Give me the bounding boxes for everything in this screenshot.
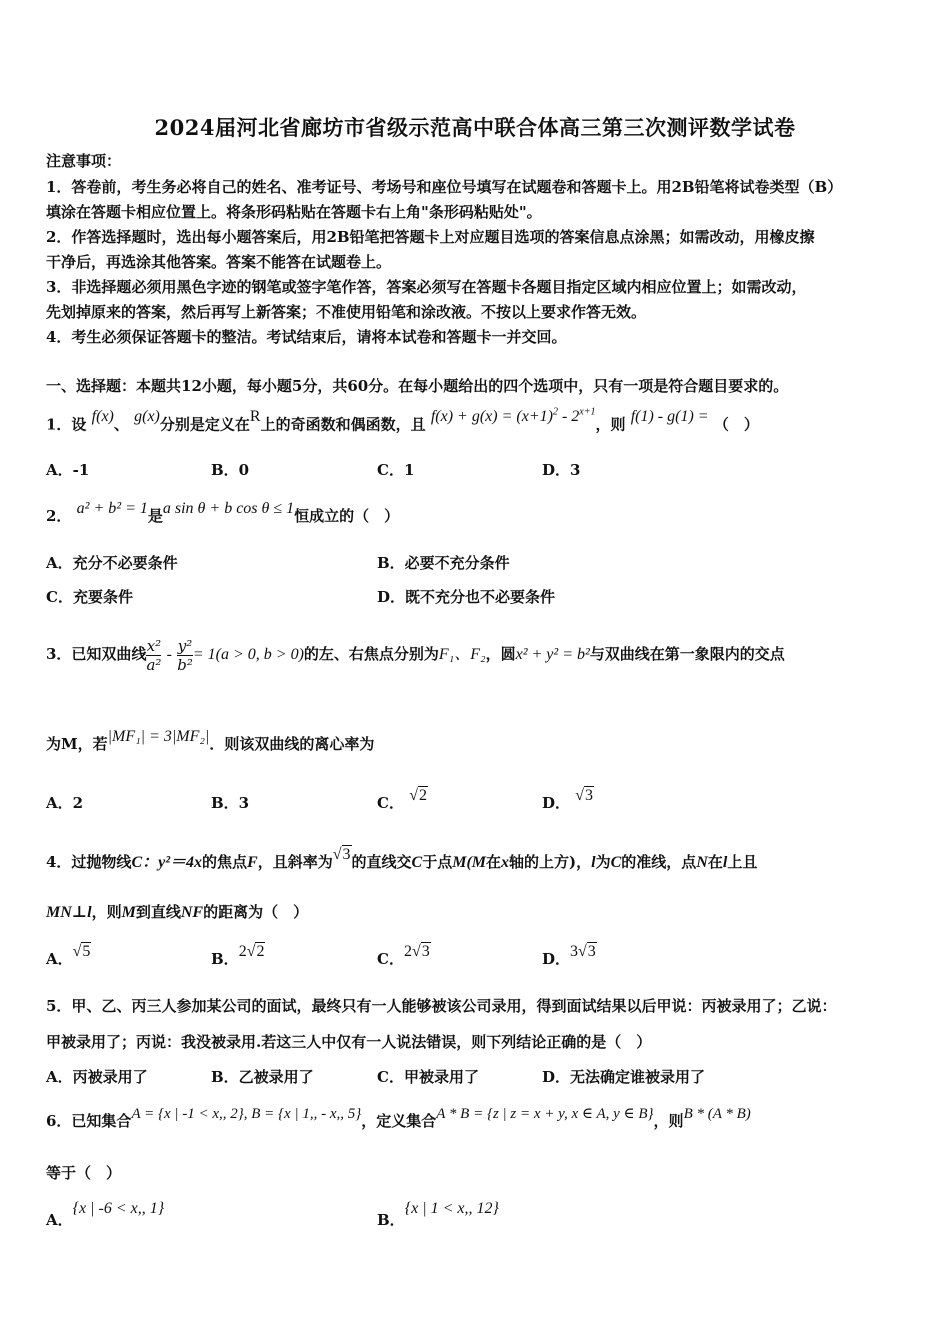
q3-option-d[interactable]: D． √3 [542,787,594,812]
math-relation: |MF₁| = 3|MF₂| [107,728,210,745]
math-condition: a² + b² = 1 [76,500,148,517]
notice-line: 1．答卷前，考生务必将自己的姓名、准考证号、考场号和座位号填写在试题卷和答题卡上。用2B铅笔将试卷类型（B） [46,178,843,196]
q2-option-a[interactable]: A．充分不必要条件 [46,554,178,572]
notice-line: 3．非选择题必须用黑色字迹的钢笔或签字笔作答，答案必须写在答题卡各题目指定区域内相应位置上；如需改动， [46,278,807,296]
question-4-cont: MN⊥l，则M到直线NF的距离为（ ） [46,903,309,921]
sqrt-symbol: √5 [72,943,91,960]
q6-option-b[interactable]: B．{x | 1 < x,, 12} [377,1200,499,1229]
question-3-cont: 为M，若|MF₁| = 3|MF₂|．则该双曲线的离心率为 [46,728,375,753]
math-ask: f(1) - g(1) = [630,408,709,426]
q1-option-d[interactable]: D．3 [542,461,581,479]
q5-option-a[interactable]: A．丙被录用了 [46,1068,148,1086]
fraction-x: $\frac{\text{x²}}{\text{a²}}$ [146,636,162,674]
notice-line: 2．作答选择题时，选出每小题答案后，用2B铅笔把答题卡上对应题目选项的答案信息点涂黑；如需改动，用橡皮擦 [46,228,815,246]
sqrt-symbol: 2√2 [238,943,265,960]
q4-option-d[interactable]: D．3√3 [542,943,596,968]
sqrt-symbol: √3 [575,787,594,804]
math-g: g(x) [134,408,160,426]
q1-option-b[interactable]: B．0 [211,461,250,479]
sqrt-symbol: √3 [332,846,351,863]
q1-option-a[interactable]: A．-1 [46,461,90,479]
q5-option-c[interactable]: C．甲被录用了 [377,1068,479,1086]
q3-option-b[interactable]: B．3 [211,794,250,812]
q5-option-d[interactable]: D．无法确定谁被录用了 [542,1068,706,1086]
section-heading: 一、选择题：本题共12小题，每小题5分，共60分。在每小题给出的四个选项中，只有一项是符合题目要求的。 [46,377,789,395]
math-f: f(x) [91,408,114,426]
q1-option-c[interactable]: C．1 [377,461,415,479]
math-sets: A = {x | -1 < x,, 2}, B = {x | 1,, - x,, 5} [131,1106,362,1122]
notice-line: 干净后，再选涂其他答案。答案不能答在试题卷上。 [46,253,392,271]
q4-option-b[interactable]: B．2√2 [211,943,265,968]
q4-option-a[interactable]: A．√5 [46,943,91,968]
q2-option-d[interactable]: D．既不充分也不必要条件 [377,588,556,606]
question-6-cont: 等于（ ） [46,1164,122,1182]
sqrt-symbol: √2 [409,787,427,804]
question-1: 1．设 f(x)、 g(x)分别是定义在R上的奇函数和偶函数，且 $f(x) + g(x) = (x+1)^2 - 2^{x+1}$，则 f(1) - g(1) = （ ） [46,407,759,434]
sqrt-symbol: 3√3 [570,943,596,960]
q3-option-a[interactable]: A．2 [46,794,84,812]
notice-line: 填涂在答题卡相应位置上。将条形码粘贴在答题卡右上角"条形码粘贴处"。 [46,203,542,221]
notice-line: 先划掉原来的答案，然后再写上新答案；不准使用铅笔和涂改液。不按以上要求作答无效。 [46,303,647,321]
q2-option-c[interactable]: C．充要条件 [46,588,133,606]
math-ask: B * (A * B) [683,1106,751,1122]
q4-option-c[interactable]: C．2√3 [377,943,430,968]
math-expression: a sin θ + b cos θ ≤ 1 [162,500,295,517]
question-5-cont: 甲被录用了；丙说：我没被录用.若这三人中仅有一人说法错误，则下列结论正确的是（ ） [46,1033,652,1051]
notice-heading: 注意事项： [46,152,122,170]
question-6: 6．已知集合A = {x | -1 < x,, 2}, B = {x | 1,, - x,, 5}，定义集合A * B = {z | z = x + y, x ∈ A, y ∈ B}，则B * (A * B) [46,1106,751,1130]
sqrt-symbol: 2√3 [403,943,430,960]
question-3: 3．已知双曲线 $\frac{\text{x²}}{\text{a²}}$ - $\frac{\text{y²}}{\text{b²}}$ = 1(a > 0, b > 0)的左、右焦点分别为F₁、F₂，圆x² + y² = b²与双曲线在第一象限内的交点 [46,636,785,674]
q2-option-b[interactable]: B．必要不充分条件 [377,554,510,572]
question-4: 4．过抛物线C：y²＝4x的焦点F，且斜率为√3的直线交C于点M(M在x轴的上方)，l为C的准线，点N在l上且 [46,846,758,871]
math-definition: A * B = {z | z = x + y, x ∈ A, y ∈ B} [436,1106,654,1122]
question-2: 2． a² + b² = 1是a sin θ + b cos θ ≤ 1恒成立的（ ） [46,500,400,525]
fraction-y: $\frac{\text{y²}}{\text{b²}}$ [177,636,193,674]
page-title: 2024届河北省廊坊市省级示范高中联合体高三第三次测评数学试卷 [154,115,796,140]
notice-line: 4．考生必须保证答题卡的整洁。考试结束后，请将本试卷和答题卡一并交回。 [46,328,567,346]
question-5: 5．甲、乙、丙三人参加某公司的面试，最终只有一人能够被该公司录用，得到面试结果以后甲说：丙被录用了；乙说： [46,997,837,1015]
q6-option-a[interactable]: A．{x | -6 < x,, 1} [46,1200,165,1229]
math-equation: $f(x) + g(x) = (x+1)^2 - 2^{x+1}$ [430,407,596,426]
q3-option-c[interactable]: C． √2 [377,787,427,812]
q5-option-b[interactable]: B．乙被录用了 [211,1068,314,1086]
